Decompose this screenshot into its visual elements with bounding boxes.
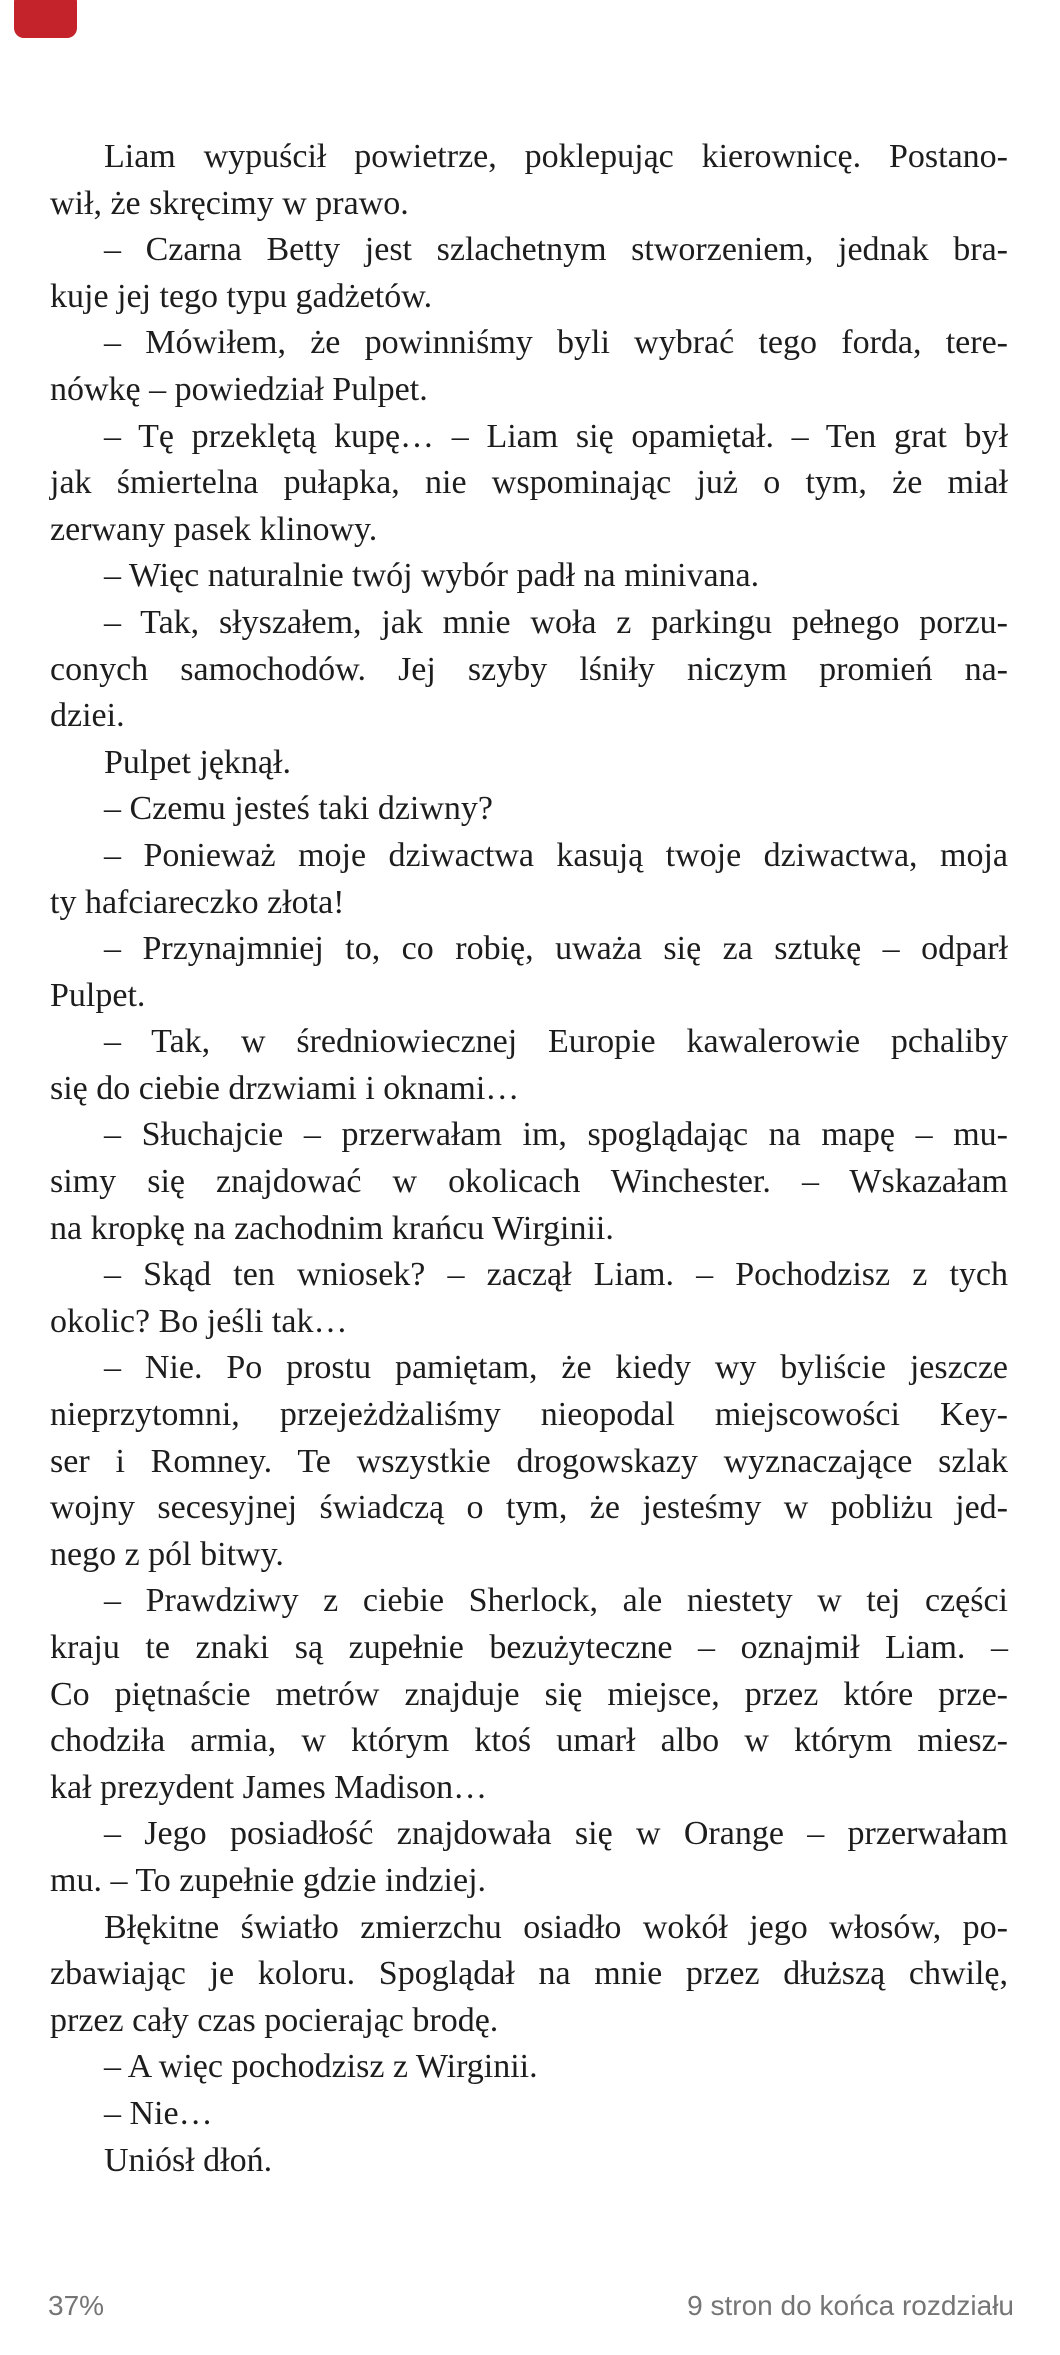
text-line: nego z pól bitwy. [50,1535,284,1573]
text-line: jak śmiertelna pułapka, nie wspominając już o tym, że miał [50,464,1008,502]
text-line: – Słuchajcie – przerwałam im, spoglądając na mapę – mu- [104,1116,1008,1154]
text-line: – Mówiłem, że powinniśmy byli wybrać tego forda, tere- [104,324,1008,362]
paragraph [50,1019,1008,1112]
reader-footer [48,2290,1014,2322]
text-line: – Przynajmniej to, co robię, uważa się za sztukę – odparł [104,930,1008,968]
text-line: ty hafciareczko złota! [50,883,345,921]
paragraph [50,227,1008,320]
text-line: chodziła armia, w którym ktoś umarł albo w którym miesz- [50,1722,1008,1760]
reading-progress: 37% [48,2290,105,2321]
text-line: simy się znajdować w okolicach Winchester. – Wskazałam [50,1163,1008,1201]
text-line: ser i Romney. Te wszystkie drogowskazy wyznaczające szlak [50,1442,1008,1480]
text-line: zerwany pasek klinowy. [50,510,378,548]
paragraph [50,553,1008,600]
text-line: – Czarna Betty jest szlachetnym stworzeniem, jednak bra- [104,231,1008,269]
text-line: wił, że skręcimy w prawo. [50,184,409,222]
text-line: conych samochodów. Jej szyby lśniły niczym promień na- [50,650,1008,688]
paragraph [50,2044,1008,2091]
text-line: wojny secesyjnej świadczą o tym, że jesteśmy w pobliżu jed- [50,1489,1008,1527]
text-line: nówkę – powiedział Pulpet. [50,370,428,408]
paragraph [50,740,1008,787]
text-line: – Czemu jesteś taki dziwny? [104,790,494,828]
text-line: przez cały czas pocierając brodę. [50,2001,499,2039]
text-line: kał prezydent James Madison… [50,1768,488,1806]
paragraph [50,2091,1008,2138]
text-line: okolic? Bo jeśli tak… [50,1302,348,1340]
paragraph [50,786,1008,833]
paragraph [50,1905,1008,2045]
text-line: – Nie. Po prostu pamiętam, że kiedy wy byliście jeszcze [104,1349,1008,1387]
text-line: Pulpet. [50,976,146,1014]
paragraph [50,414,1008,554]
text-line: na kropkę na zachodnim krańcu Wirginii. [50,1209,614,1247]
text-line: – Skąd ten wniosek? – zaczął Liam. – Pochodzisz z tych [104,1256,1008,1294]
text-line: się do ciebie drzwiami i oknami… [50,1069,520,1107]
text-line: Liam wypuścił powietrze, poklepując kierownicę. Postano- [104,138,1008,175]
text-line: – Tak, w średniowiecznej Europie kawalerowie pchaliby [104,1023,1008,1061]
text-line: – Nie… [104,2094,213,2132]
paragraph [50,1252,1008,1345]
text-line: kraju te znaki są zupełnie bezużyteczne – oznajmił Liam. – [50,1629,1008,1666]
paragraph [50,1345,1008,1578]
paragraph [50,926,1008,1019]
text-line: – Tak, słyszałem, jak mnie woła z parkingu pełnego porzu- [104,603,1008,641]
text-line: – Prawdziwy z ciebie Sherlock, ale niestety w tej części [104,1582,1008,1620]
text-line: – A więc pochodzisz z Wirginii. [104,2048,538,2086]
paragraph [50,2138,1008,2185]
paragraph [50,320,1008,413]
text-line: Co piętnaście metrów znajduje się miejsce, przez które prze- [50,1675,1008,1713]
record-indicator-badge[interactable] [14,0,77,38]
text-line: dziei. [50,697,125,735]
book-page[interactable] [50,134,1008,2184]
paragraph [50,1112,1008,1252]
text-line: Uniósł dłoń. [104,2141,273,2179]
text-line: – Ponieważ moje dziwactwa kasują twoje dziwactwa, moja [104,836,1008,874]
text-line: nieprzytomni, przejeżdżaliśmy nieopodal miejscowości Key- [50,1396,1008,1434]
text-line: kuje jej tego typu gadżetów. [50,277,433,315]
text-line: – Więc naturalnie twój wybór padł na minivana. [104,557,760,595]
paragraph [50,1811,1008,1904]
text-line: zbawiając je koloru. Spoglądał na mnie przez dłuższą chwilę, [50,1955,1008,1993]
text-line: Pulpet jęknął. [104,743,291,781]
text-line: – Tę przeklętą kupę… – Liam się opamiętał. – Ten grat był [104,417,1008,455]
paragraph [50,600,1008,740]
pages-left-label: 9 stron do końca rozdziału [687,2290,1014,2321]
paragraph [50,1578,1008,1811]
text-line: mu. – To zupełnie gdzie indziej. [50,1861,487,1899]
paragraph [50,134,1008,227]
paragraph [50,833,1008,926]
text-line: Błękitne światło zmierzchu osiadło wokół jego włosów, po- [104,1908,1008,1946]
text-line: – Jego posiadłość znajdowała się w Orange – przerwałam [104,1815,1008,1853]
